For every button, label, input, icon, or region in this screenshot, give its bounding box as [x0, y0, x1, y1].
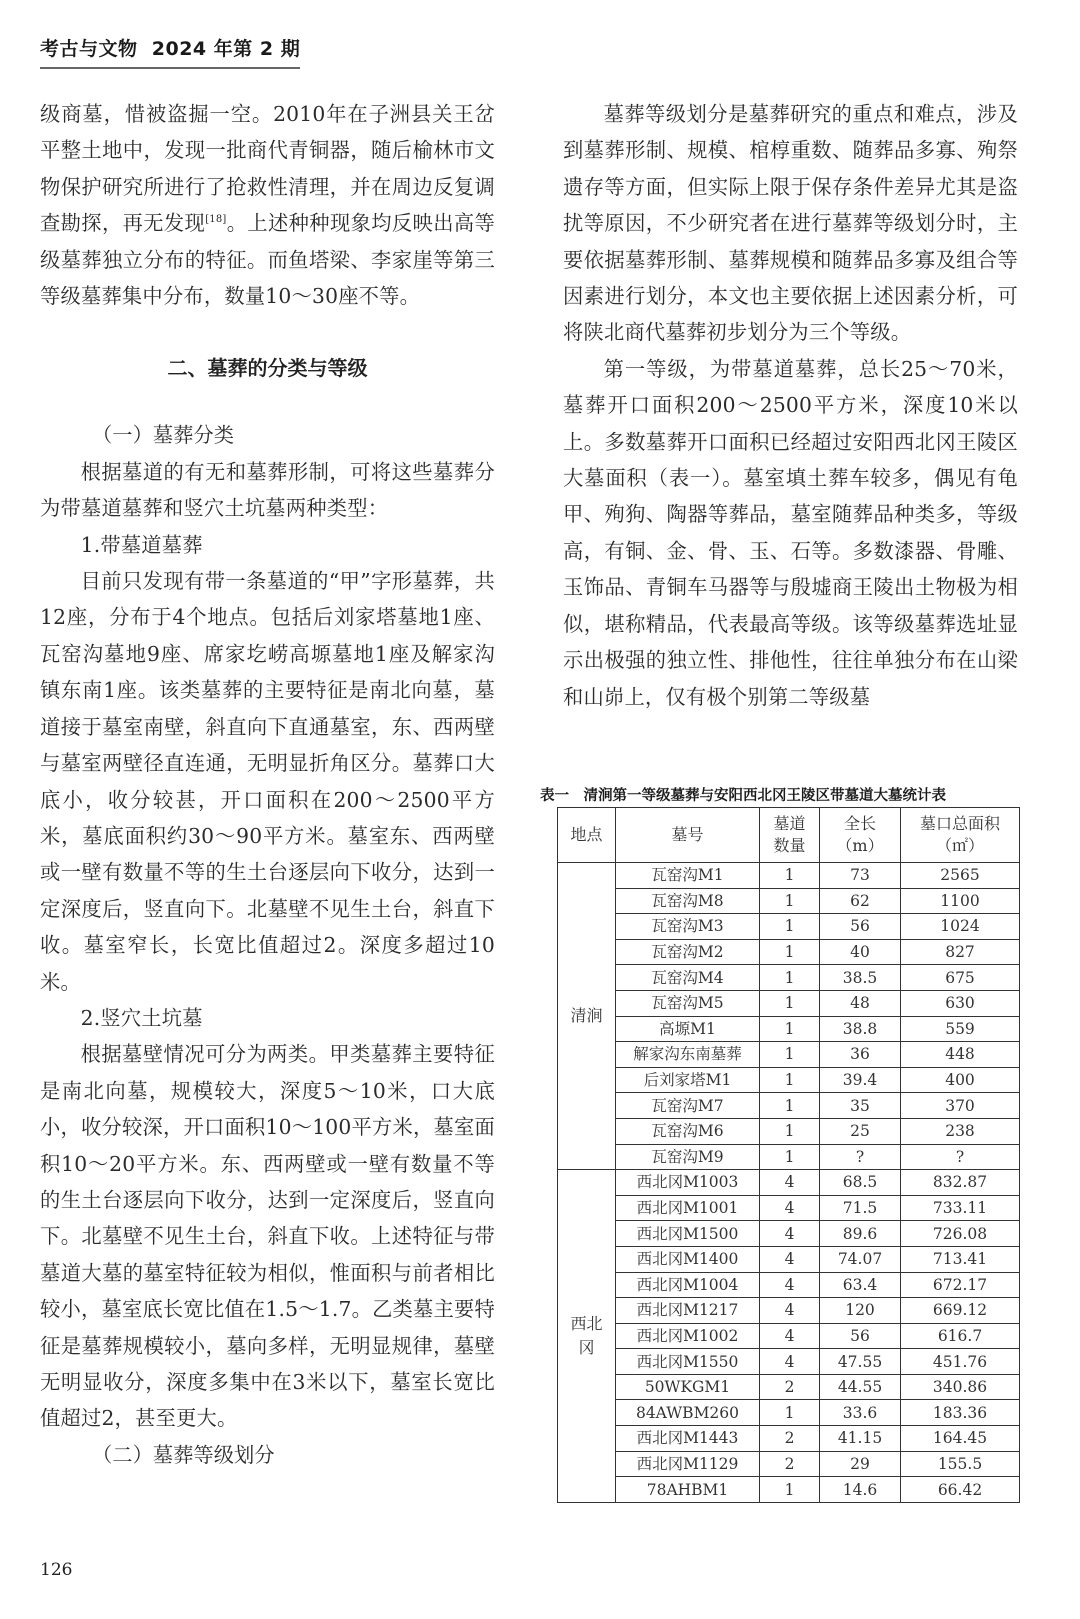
cell-ramps: 4 — [760, 1246, 820, 1272]
table-row — [558, 1477, 1020, 1503]
paragraph: 目前只发现有带一条墓道的“甲”字形墓葬，共12座，分布于4个地点。包括后刘家塔墓地1座、瓦窑沟墓地9座、席家圪崂高塬墓地1座及解家沟镇东南1座。该类墓葬的主要特征是南北向墓，墓道接于墓室南壁，斜直向下直通墓室，东、西两壁与墓室两壁径直连通，无明显折角区分。墓葬口大底小，收分较甚，开口面积在200～2500平方米，墓底面积约30～90平方米。墓室东、西两壁或一壁有数量不等的生土台逐层向下收分，达到一定深度后，竖直向下。北墓壁不见生土台，斜直下收。墓室窄长，长宽比值超过2。深度多超过10米。 — [40, 569, 495, 994]
cell-length: 33.6 — [820, 1400, 901, 1426]
cell-ramps: 1 — [760, 1144, 820, 1170]
cell-tomb: 西北冈M1500 — [616, 1221, 760, 1247]
cell-length: 41.15 — [820, 1426, 901, 1452]
cell-tomb: 50WKGM1 — [616, 1374, 760, 1400]
cell-area: 2565 — [901, 863, 1020, 889]
table-row — [558, 1221, 1020, 1247]
cell-ramps: 4 — [760, 1298, 820, 1324]
cell-tomb: 瓦窑沟M1 — [616, 863, 760, 889]
cell-tomb: 瓦窑沟M2 — [616, 939, 760, 965]
cell-length: 56 — [820, 914, 901, 940]
table-row — [558, 990, 1020, 1016]
cell-area: ? — [901, 1144, 1020, 1170]
cell-area: 672.17 — [901, 1272, 1020, 1298]
table-row — [558, 863, 1020, 889]
cell-area: 155.5 — [901, 1451, 1020, 1477]
table-row — [558, 1349, 1020, 1375]
cell-ramps: 1 — [760, 914, 820, 940]
cell-length: 39.4 — [820, 1067, 901, 1093]
cell-area: 669.12 — [901, 1298, 1020, 1324]
cell-length: 47.55 — [820, 1349, 901, 1375]
cell-tomb: 西北冈M1400 — [616, 1246, 760, 1272]
cell-area: 733.11 — [901, 1195, 1020, 1221]
running-head — [40, 34, 300, 69]
cell-tomb: 西北冈M1550 — [616, 1349, 760, 1375]
header-ramps: 墓道 数量 — [760, 808, 820, 863]
cell-area: 726.08 — [901, 1221, 1020, 1247]
cell-length: 40 — [820, 939, 901, 965]
cell-length: 38.5 — [820, 965, 901, 991]
cell-length: ? — [820, 1144, 901, 1170]
table-row — [558, 1118, 1020, 1144]
cell-area: 1024 — [901, 914, 1020, 940]
cell-length: 71.5 — [820, 1195, 901, 1221]
table-row — [558, 1272, 1020, 1298]
site-group-cell: 西北冈 — [558, 1170, 616, 1503]
cell-ramps: 1 — [760, 965, 820, 991]
cell-area: 340.86 — [901, 1374, 1020, 1400]
cell-length: 44.55 — [820, 1374, 901, 1400]
reference-marker[interactable]: [18] — [205, 214, 227, 226]
cell-length: 14.6 — [820, 1477, 901, 1503]
table-row — [558, 1016, 1020, 1042]
cell-tomb: 后刘家塔M1 — [616, 1067, 760, 1093]
table-row — [558, 1067, 1020, 1093]
table-caption: 表一 清涧第一等级墓葬与安阳西北冈王陵区带墓道大墓统计表 — [540, 788, 946, 804]
table-row — [558, 1400, 1020, 1426]
cell-area: 713.41 — [901, 1246, 1020, 1272]
cell-ramps: 1 — [760, 863, 820, 889]
cell-area: 66.42 — [901, 1477, 1020, 1503]
cell-ramps: 1 — [760, 1400, 820, 1426]
cell-length: 74.07 — [820, 1246, 901, 1272]
cell-tomb: 瓦窑沟M8 — [616, 888, 760, 914]
cell-length: 25 — [820, 1118, 901, 1144]
cell-area: 164.45 — [901, 1426, 1020, 1452]
cell-ramps: 2 — [760, 1374, 820, 1400]
table-row — [558, 1144, 1020, 1170]
subsection-title: （二）墓葬等级划分 — [92, 1442, 275, 1467]
section-title: 二、墓葬的分类与等级 — [167, 356, 368, 381]
cell-area: 630 — [901, 990, 1020, 1016]
cell-ramps: 1 — [760, 1118, 820, 1144]
header-tomb: 墓号 — [616, 808, 760, 863]
cell-tomb: 瓦窑沟M3 — [616, 914, 760, 940]
cell-ramps: 1 — [760, 1093, 820, 1119]
table-row — [558, 1426, 1020, 1452]
cell-ramps: 4 — [760, 1323, 820, 1349]
cell-ramps: 1 — [760, 888, 820, 914]
cell-length: 68.5 — [820, 1170, 901, 1196]
item-title: 1.带墓道墓葬 — [80, 532, 203, 557]
journal-name: 考古与文物 — [40, 38, 138, 60]
cell-area: 559 — [901, 1016, 1020, 1042]
cell-tomb: 西北冈M1217 — [616, 1298, 760, 1324]
header-length: 全长 （m） — [820, 808, 901, 863]
cell-tomb: 78AHBM1 — [616, 1477, 760, 1503]
table-row — [558, 1451, 1020, 1477]
cell-length: 48 — [820, 990, 901, 1016]
paragraph: 根据墓壁情况可分为两类。甲类墓葬主要特征是南北向墓，规模较大，深度5～10米，口大底小，收分较深，开口面积10～100平方米，墓室面积10～20平方米。东、西两壁或一壁有数量不等的生土台逐层向下收分，达到一定深度后，竖直向下。北墓壁不见生土台，斜直下收。上述特征与带墓道大墓的墓室特征较为相似，惟面积与前者相比较小，墓室底长宽比值在1.5～1.7。乙类墓主要特征是墓葬规模较小，墓向多样，无明显规律，墓壁无明显收分，深度多集中在3米以下，墓室长宽比值超过2，甚至更大。 — [40, 1042, 495, 1431]
cell-ramps: 4 — [760, 1272, 820, 1298]
cell-ramps: 4 — [760, 1221, 820, 1247]
cell-tomb: 瓦窑沟M6 — [616, 1118, 760, 1144]
header-site: 地点 — [558, 808, 616, 863]
cell-length: 29 — [820, 1451, 901, 1477]
cell-ramps: 4 — [760, 1195, 820, 1221]
cell-area: 1100 — [901, 888, 1020, 914]
cell-length: 120 — [820, 1298, 901, 1324]
cell-area: 183.36 — [901, 1400, 1020, 1426]
cell-ramps: 4 — [760, 1349, 820, 1375]
header-area: 墓口总面积 （㎡） — [901, 808, 1020, 863]
table-row — [558, 965, 1020, 991]
cell-tomb: 瓦窑沟M4 — [616, 965, 760, 991]
cell-tomb: 瓦窑沟M7 — [616, 1093, 760, 1119]
cell-tomb: 84AWBM260 — [616, 1400, 760, 1426]
cell-area: 370 — [901, 1093, 1020, 1119]
page-number: 126 — [40, 1560, 73, 1580]
cell-tomb: 西北冈M1003 — [616, 1170, 760, 1196]
paragraph: 墓葬等级划分是墓葬研究的重点和难点，涉及到墓葬形制、规模、棺椁重数、随葬品多寡、殉祭遗存等方面，但实际上限于保存条件差异尤其是盗扰等原因，不少研究者在进行墓葬等级划分时，主要依据墓葬形制、墓葬规模和随葬品多寡及组合等因素进行划分，本文也主要依据上述因素分析，可将陕北商代墓葬初步划分为三个等级。 — [563, 102, 1018, 345]
right-column — [563, 96, 1018, 715]
cell-length: 56 — [820, 1323, 901, 1349]
cell-length: 89.6 — [820, 1221, 901, 1247]
cell-tomb: 西北冈M1129 — [616, 1451, 760, 1477]
table-body — [558, 863, 1020, 1503]
table-row — [558, 1374, 1020, 1400]
cell-area: 448 — [901, 1042, 1020, 1068]
cell-ramps: 1 — [760, 1067, 820, 1093]
cell-area: 400 — [901, 1067, 1020, 1093]
paragraph: 级商墓，惜被盗掘一空。2010年在子洲县关王岔平整土地中，发现一批商代青铜器，随后榆林市文物保护研究所进行了抢救性清理，并在周边反复调查勘探，再无发现[18]。上述种种现象均反映出高等级墓葬独立分布的特征。而鱼塔梁、李家崖等第三等级墓葬集中分布，数量10～30座不等。 — [40, 102, 495, 309]
cell-tomb: 西北冈M1004 — [616, 1272, 760, 1298]
table-row — [558, 1093, 1020, 1119]
cell-ramps: 1 — [760, 990, 820, 1016]
cell-area: 238 — [901, 1118, 1020, 1144]
table-header-row — [558, 808, 1020, 863]
cell-ramps: 1 — [760, 1042, 820, 1068]
table-row — [558, 914, 1020, 940]
cell-tomb: 西北冈M1443 — [616, 1426, 760, 1452]
cell-tomb: 瓦窑沟M9 — [616, 1144, 760, 1170]
cell-ramps: 4 — [760, 1170, 820, 1196]
item-title: 2.竖穴土坑墓 — [80, 1005, 203, 1030]
table-row — [558, 939, 1020, 965]
table-row — [558, 1195, 1020, 1221]
cell-tomb: 瓦窑沟M5 — [616, 990, 760, 1016]
cell-area: 832.87 — [901, 1170, 1020, 1196]
table-row — [558, 1298, 1020, 1324]
cell-ramps: 1 — [760, 939, 820, 965]
paragraph: 根据墓道的有无和墓葬形制，可将这些墓葬分为带墓道墓葬和竖穴土坑墓两种类型： — [40, 459, 495, 521]
table-row — [558, 1246, 1020, 1272]
cell-tomb: 西北冈M1001 — [616, 1195, 760, 1221]
site-group-cell: 清涧 — [558, 863, 616, 1170]
cell-ramps: 2 — [760, 1426, 820, 1452]
journal-issue: 2024 年第 2 期 — [151, 38, 301, 60]
cell-length: 73 — [820, 863, 901, 889]
cell-length: 35 — [820, 1093, 901, 1119]
table-row — [558, 888, 1020, 914]
left-column — [40, 96, 495, 1473]
subsection-title: （一）墓葬分类 — [92, 423, 234, 448]
cell-tomb: 高塬M1 — [616, 1016, 760, 1042]
cell-length: 63.4 — [820, 1272, 901, 1298]
cell-length: 62 — [820, 888, 901, 914]
tomb-statistics-table — [557, 807, 1020, 1503]
cell-length: 36 — [820, 1042, 901, 1068]
table-row — [558, 1170, 1020, 1196]
cell-tomb: 解家沟东南墓葬 — [616, 1042, 760, 1068]
cell-ramps: 2 — [760, 1451, 820, 1477]
cell-length: 38.8 — [820, 1016, 901, 1042]
table-row — [558, 1323, 1020, 1349]
cell-ramps: 1 — [760, 1016, 820, 1042]
table-row — [558, 1042, 1020, 1068]
cell-ramps: 1 — [760, 1477, 820, 1503]
cell-area: 675 — [901, 965, 1020, 991]
cell-area: 616.7 — [901, 1323, 1020, 1349]
cell-tomb: 西北冈M1002 — [616, 1323, 760, 1349]
paragraph: 第一等级，为带墓道墓葬，总长25～70米，墓葬开口面积200～2500平方米，深度10米以上。多数墓葬开口面积已经超过安阳西北冈王陵区大墓面积（表一）。墓室填土葬车较多，偶见有龟甲、殉狗、陶器等葬品，墓室随葬品种类多，等级高，有铜、金、骨、玉、石等。多数漆器、骨雕、玉饰品、青铜车马器等与殷墟商王陵出土物极为相似，堪称精品，代表最高等级。该等级墓葬选址显示出极强的独立性、排他性，往往单独分布在山梁和山峁上，仅有极个别第二等级墓 — [563, 356, 1018, 709]
cell-area: 827 — [901, 939, 1020, 965]
cell-area: 451.76 — [901, 1349, 1020, 1375]
